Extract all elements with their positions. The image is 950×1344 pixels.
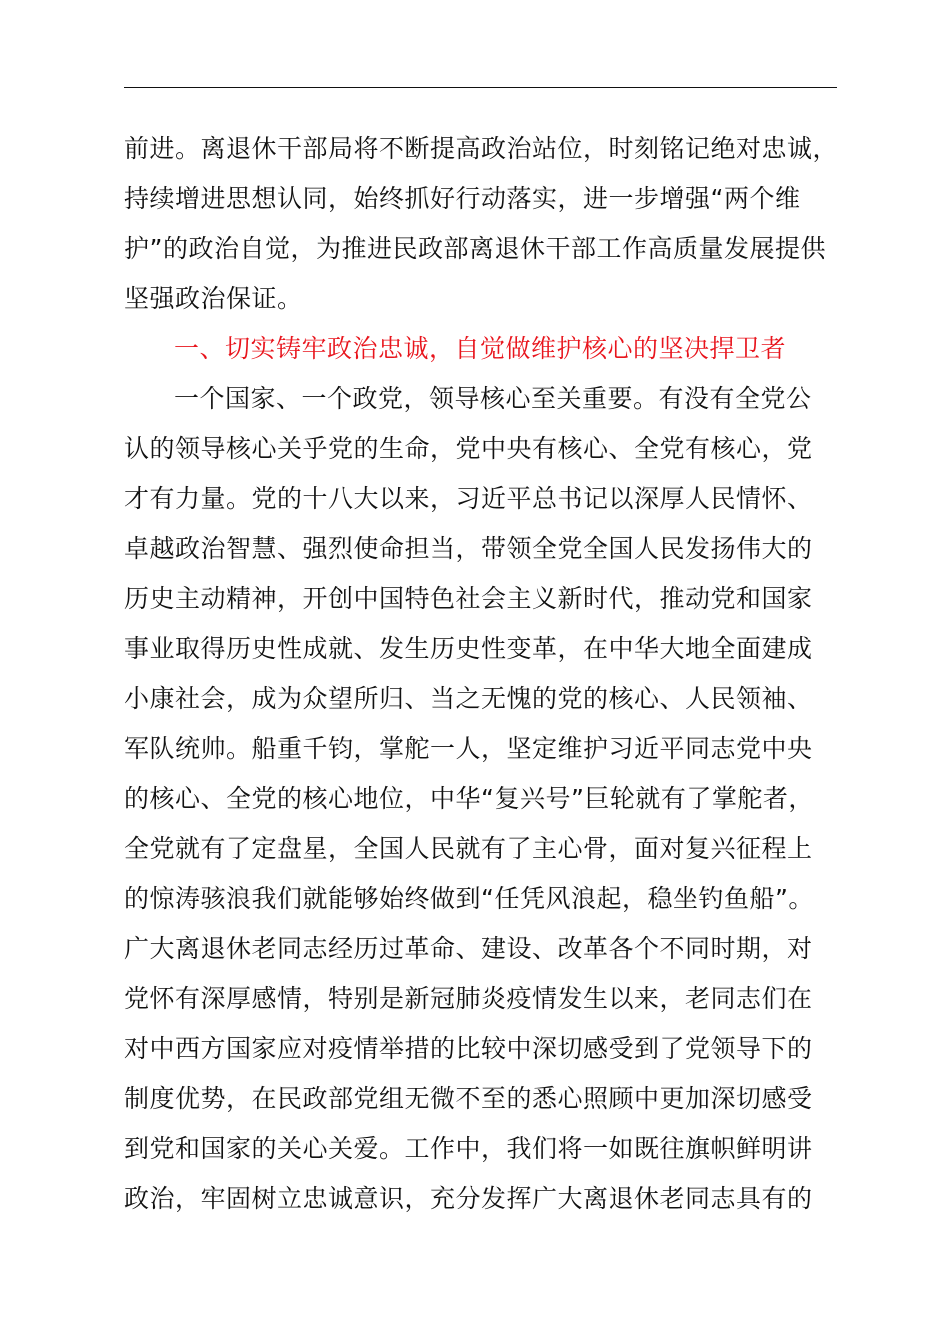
paragraph-line: 才有力量。党的十八大以来，习近平总书记以深厚人民情怀、 (124, 484, 813, 513)
paragraph-line: 广大离退休老同志经历过革命、建设、改革各个不同时期，对 (124, 934, 813, 963)
paragraph-line: 小康社会，成为众望所归、当之无愧的党的核心、人民领袖、 (124, 684, 813, 713)
paragraph-line: 全党就有了定盘星，全国人民就有了主心骨，面对复兴征程上 (124, 834, 813, 863)
header-rule (124, 87, 837, 88)
paragraph-line: 到党和国家的关心关爱。工作中，我们将一如既往旗帜鲜明讲 (124, 1134, 813, 1163)
paragraph-line: 一个国家、一个政党，领导核心至关重要。有没有全党公 (174, 384, 812, 413)
paragraph-line: 的惊涛骇浪我们就能够始终做到“任凭风浪起，稳坐钓鱼船”。 (124, 884, 814, 913)
paragraph-line: 认的领导核心关乎党的生命，党中央有核心、全党有核心，党 (124, 434, 813, 463)
paragraph-line: 持续增进思想认同，始终抓好行动落实，进一步增强“两个维 (124, 184, 801, 213)
paragraph-line: 党怀有深厚感情，特别是新冠肺炎疫情发生以来，老同志们在 (124, 984, 813, 1013)
paragraph-line: 的核心、全党的核心地位，中华“复兴号”巨轮就有了掌舵者， (124, 784, 814, 813)
paragraph-line: 制度优势，在民政部党组无微不至的悉心照顾中更加深切感受 (124, 1084, 813, 1113)
document-body (124, 124, 844, 1224)
paragraph-line: 坚强政治保证。 (124, 284, 303, 313)
paragraph-line: 事业取得历史性成就、发生历史性变革，在中华大地全面建成 (124, 634, 813, 663)
paragraph-line: 军队统帅。船重千钧，掌舵一人，坚定维护习近平同志党中央 (124, 734, 813, 763)
paragraph-line: 前进。离退休干部局将不断提高政治站位，时刻铭记绝对忠诚， (124, 134, 839, 163)
paragraph-line: 政治，牢固树立忠诚意识，充分发挥广大离退休老同志具有的 (124, 1184, 813, 1213)
paragraph-line: 对中西方国家应对疫情举措的比较中深切感受到了党领导下的 (124, 1034, 813, 1063)
paragraph-line: 护”的政治自觉，为推进民政部离退休干部工作高质量发展提供 (124, 234, 826, 263)
paragraph-line: 历史主动精神，开创中国特色社会主义新时代，推动党和国家 (124, 584, 813, 613)
paragraph-line: 卓越政治智慧、强烈使命担当，带领全党全国人民发扬伟大的 (124, 534, 813, 563)
section-heading: 一、切实铸牢政治忠诚，自觉做维护核心的坚决捍卫者 (174, 334, 787, 363)
